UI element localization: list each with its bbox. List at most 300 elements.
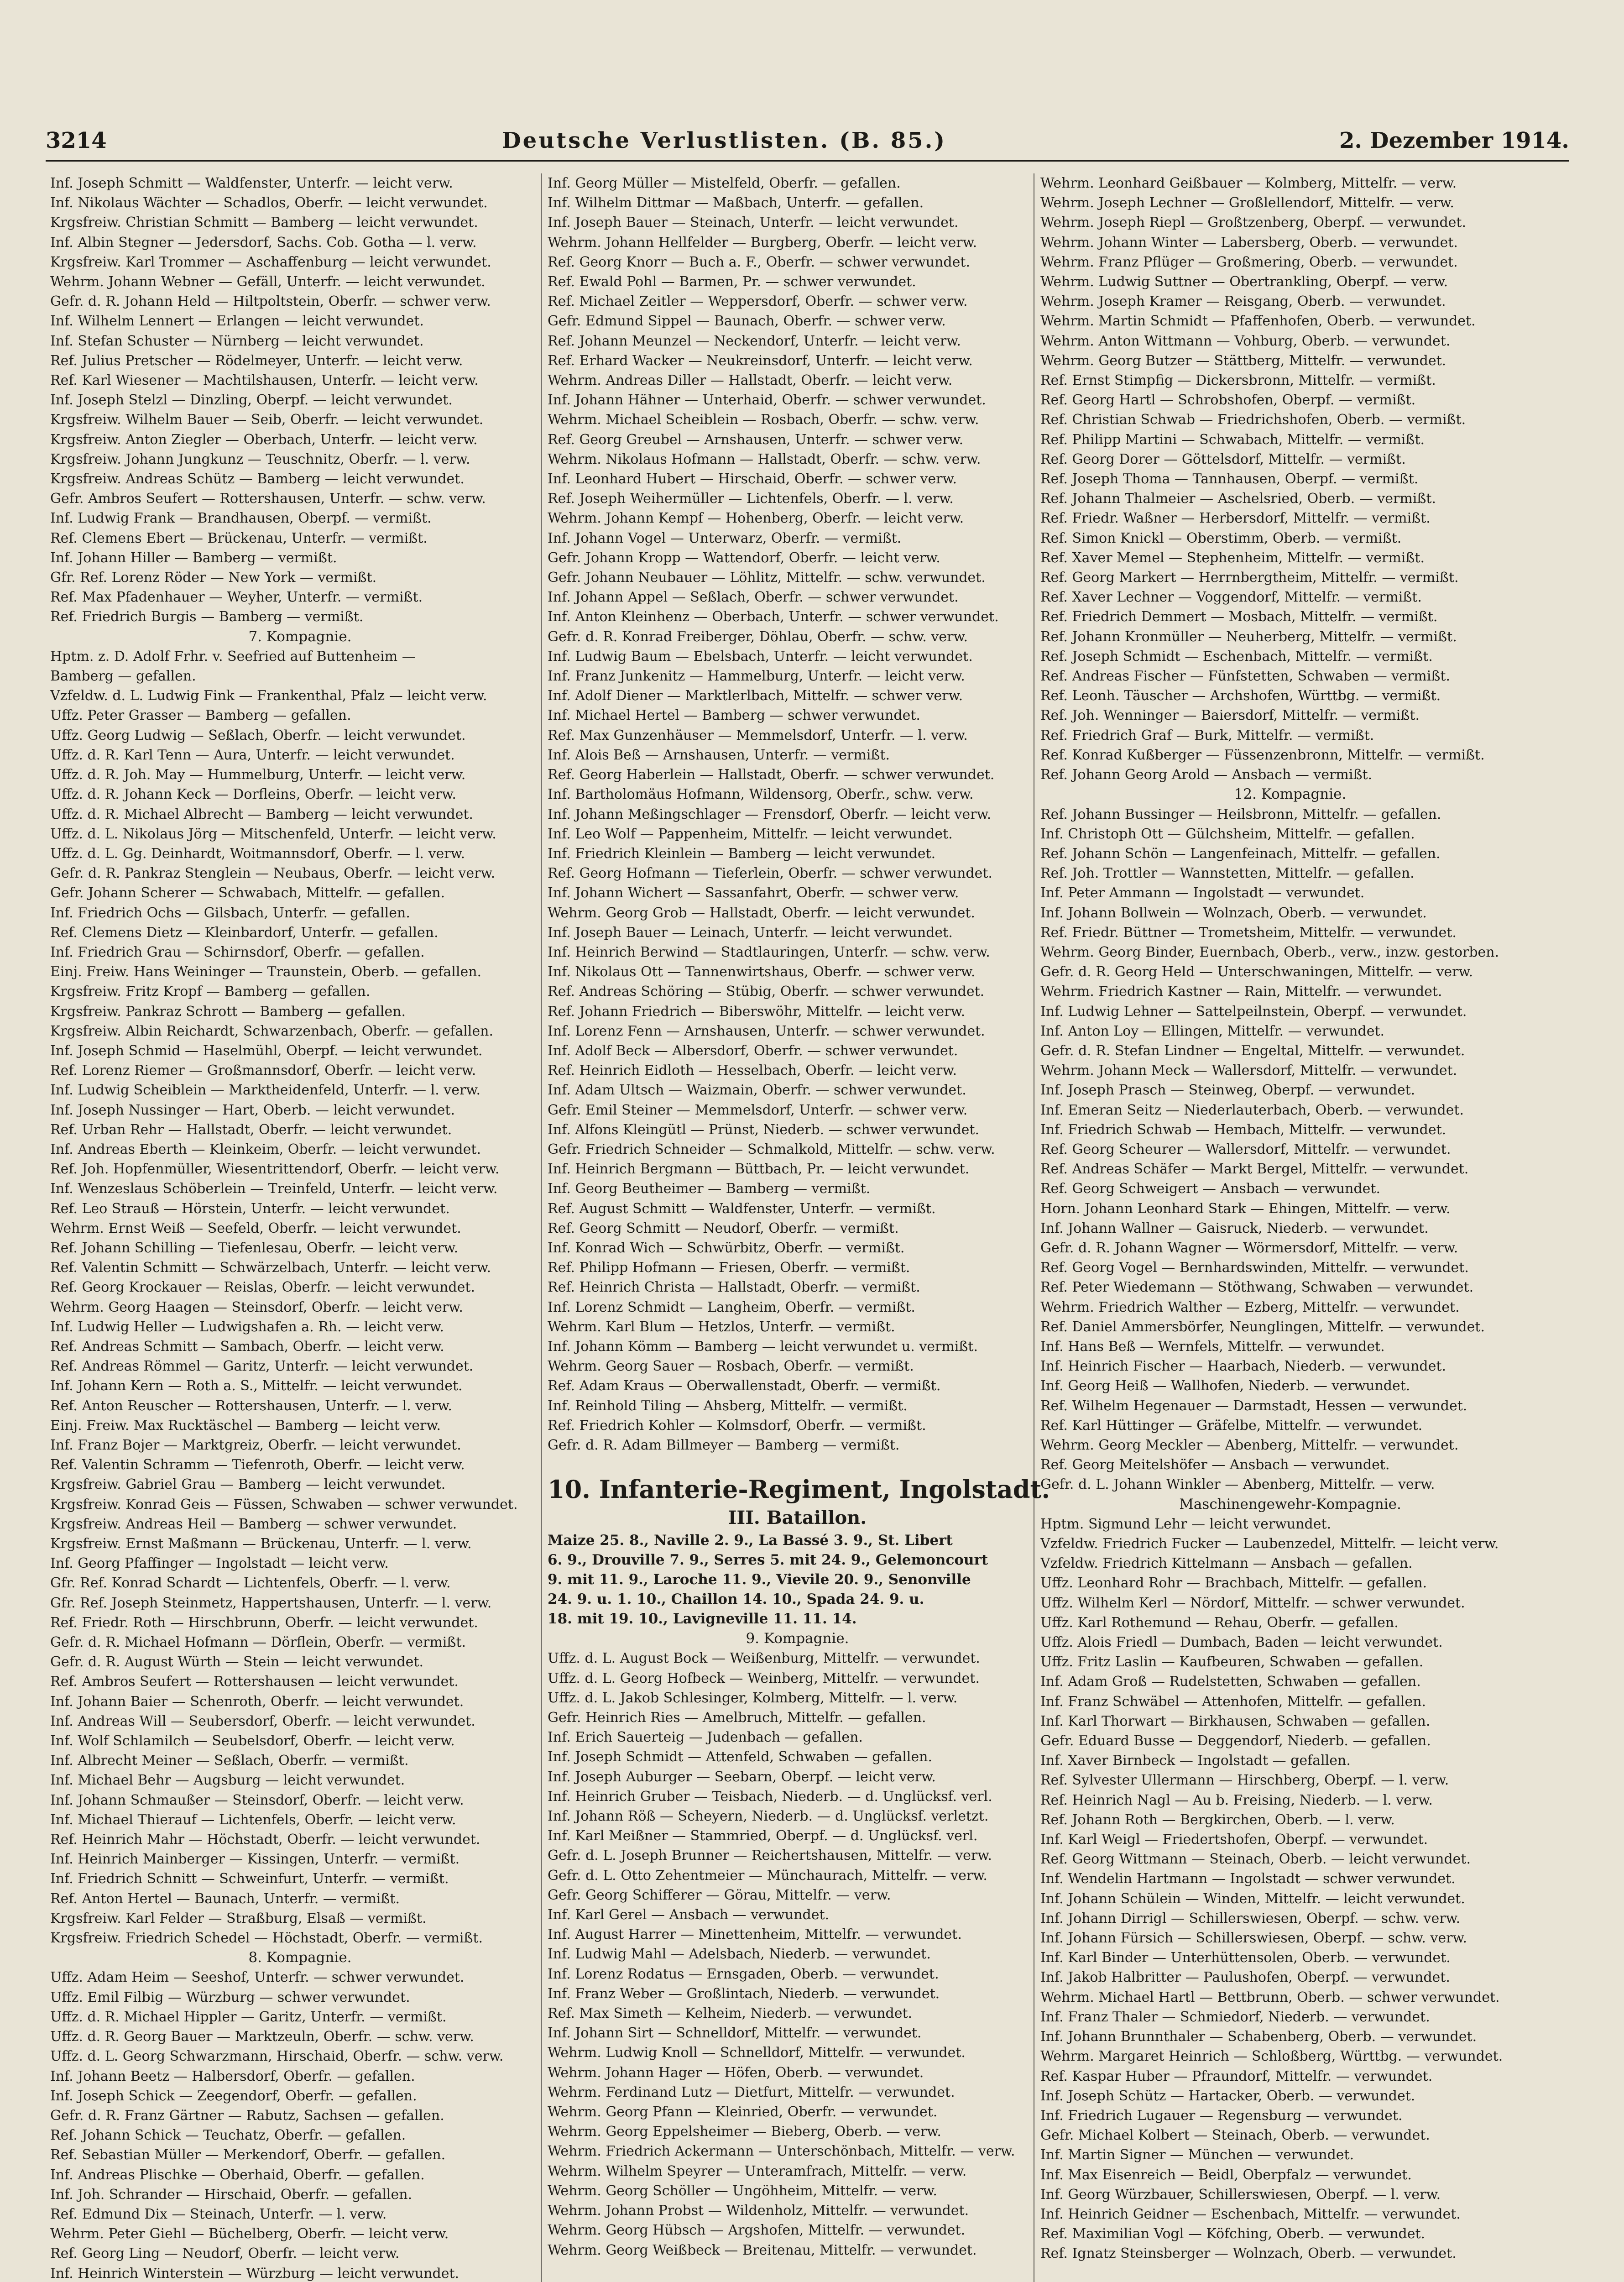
casualty-entry: Uffz. d. R. Michael Albrecht — Bamberg — leicht verwundet.: [50, 806, 473, 822]
places-line: Maize 25. 8., Naville 2. 9., La Bassé 3. 9., St. Libert: [548, 1532, 953, 1549]
casualty-entry: Wehrm. Michael Hartl — Bettbrunn, Oberb. — schwer verwundet.: [1040, 1989, 1500, 2005]
casualty-entry: Inf. Leo Wolf — Pappenheim, Mittelfr. — leicht verwundet.: [548, 826, 953, 842]
company-heading: 8. Kompagnie.: [248, 1949, 352, 1966]
places-line: 9. mit 11. 9., Laroche 11. 9., Vievile 20. 9., Senonville: [548, 1571, 971, 1588]
casualty-entry: Gefr. Ambros Seufert — Rottershausen, Unterfr. — schw. verw.: [50, 491, 486, 507]
casualty-entry: Ref. Sebastian Müller — Merkendorf, Oberfr. — gefallen.: [50, 2147, 446, 2163]
casualty-entry: Ref. Max Gunzenhäuser — Memmelsdorf, Unterfr. — l. verw.: [548, 727, 968, 743]
casualty-entry: Inf. Michael Hertel — Bamberg — schwer verwundet.: [548, 707, 920, 724]
casualty-entry: Ref. Friedrich Burgis — Bamberg — vermißt.: [50, 609, 364, 625]
casualty-entry: Ref. August Schmitt — Waldfenster, Unterfr. — vermißt.: [548, 1200, 936, 1217]
casualty-entry: Wehrm. Karl Blum — Hetzlos, Unterfr. — vermißt.: [548, 1319, 895, 1335]
casualty-entry: Inf. Lorenz Rodatus — Ernsgaden, Oberb. — verwundet.: [548, 1966, 939, 1982]
casualty-entry: Uffz. Georg Ludwig — Seßlach, Oberfr. — leicht verwundet.: [50, 727, 466, 743]
casualty-entry: Inf. Wilhelm Lennert — Erlangen — leicht verwundet.: [50, 313, 424, 330]
casualty-entry: Bamberg — gefallen.: [50, 668, 196, 685]
casualty-entry: Inf. Ludwig Baum — Ebelsbach, Unterfr. — leicht verwundet.: [548, 648, 973, 665]
casualty-entry: Ref. Georg Knorr — Buch a. F., Oberfr. — schwer verwundet.: [548, 254, 970, 270]
casualty-entry: Gefr. d. R. Johann Held — Hiltpoltstein, Oberfr. — schwer verw.: [50, 293, 491, 310]
casualty-entry: Inf. Wilhelm Dittmar — Maßbach, Unterfr. — gefallen.: [548, 195, 924, 211]
casualty-entry: Inf. Martin Signer — München — verwundet.: [1040, 2147, 1354, 2163]
casualty-entry: Vzfeldw. d. L. Ludwig Fink — Frankenthal, Pfalz — leicht verw.: [50, 688, 487, 704]
casualty-entry: Inf. Joseph Auburger — Seebarn, Oberpf. — leicht verw.: [548, 1769, 936, 1785]
casualty-entry: Ref. Georg Dorer — Göttelsdorf, Mittelfr. — vermißt.: [1040, 451, 1406, 467]
casualty-entry: Wehrm. Georg Binder, Euernbach, Oberb., verw., inzw. gestorben.: [1040, 944, 1499, 960]
company-heading: 12. Kompagnie.: [1234, 786, 1347, 803]
casualty-entry: Inf. Andreas Plischke — Oberhaid, Oberfr. — gefallen.: [50, 2167, 425, 2183]
casualty-entry: Gefr. Emil Steiner — Memmelsdorf, Unterfr. — schwer verw.: [548, 1102, 968, 1118]
casualty-entry: Uffz. d. L. Jakob Schlesinger, Kolmberg, Mittelfr. — l. verw.: [548, 1690, 958, 1706]
casualty-entry: Krgsfreiw. Fritz Kropf — Bamberg — gefallen.: [50, 984, 371, 1000]
casualty-entry: Inf. Friedrich Schnitt — Schweinfurt, Unterfr. — vermißt.: [50, 1871, 449, 1887]
battle-places: [548, 1531, 1047, 1629]
casualty-entry: Ref. Karl Wiesener — Machtilshausen, Unterfr. — leicht verw.: [50, 372, 479, 389]
casualty-entry: Inf. Friedrich Schwab — Hembach, Mittelfr. — verwundet.: [1040, 1121, 1446, 1138]
casualty-entry: Inf. Johann Kern — Roth a. S., Mittelfr. — leicht verwundet.: [50, 1378, 463, 1394]
casualty-entry: Ref. Georg Krockauer — Reislas, Oberfr. — leicht verwundet.: [50, 1279, 475, 1296]
casualty-entry: Inf. Hans Beß — Wernfels, Mittelfr. — verwundet.: [1040, 1338, 1385, 1355]
casualty-entry: Gefr. Johann Kropp — Wattendorf, Oberfr. — leicht verw.: [548, 550, 940, 566]
casualty-entry: Ref. Konrad Kußberger — Füssenzenbronn, Mittelfr. — vermißt.: [1040, 747, 1485, 763]
casualty-entry: Ref. Adam Kraus — Oberwallenstadt, Oberfr. — vermißt.: [548, 1378, 941, 1394]
casualty-entry: Inf. Albin Stegner — Jedersdorf, Sachs. Cob. Gotha — l. verw.: [50, 234, 477, 251]
casualty-entry: Wehrm. Nikolaus Hofmann — Hallstadt, Oberfr. — schw. verw.: [548, 451, 981, 467]
regiment-heading: 10. Infanterie-Regiment, Ingolstadt.: [548, 1475, 1050, 1504]
casualty-entry: Krgsfreiw. Anton Ziegler — Oberbach, Unterfr. — leicht verw.: [50, 431, 478, 448]
casualty-entry: Inf. Ludwig Heller — Ludwigshafen a. Rh. — leicht verw.: [50, 1319, 444, 1335]
column-2-list-b: [548, 1649, 1047, 2260]
casualty-entry: Uffz. d. L. Georg Schwarzmann, Hirschaid, Oberfr. — schw. verw.: [50, 2048, 504, 2065]
casualty-entry: Wehrm. Georg Butzer — Stättberg, Mittelfr. — verwundet.: [1040, 352, 1446, 369]
casualty-entry: Krgsfreiw. Ernst Maßmann — Brückenau, Unterfr. — l. verw.: [50, 1536, 472, 1552]
casualty-entry: Inf. Adam Ultsch — Waizmain, Oberfr. — schwer verwundet.: [548, 1082, 966, 1099]
casualty-entry: Ref. Daniel Ammersbörfer, Neunglingen, Mittelfr. — verwundet.: [1040, 1319, 1485, 1335]
casualty-entry: Gefr. d. R. Stefan Lindner — Engeltal, Mittelfr. — verwundet.: [1040, 1042, 1465, 1059]
casualty-entry: Krgsfreiw. Karl Felder — Straßburg, Elsaß — vermißt.: [50, 1910, 427, 1926]
casualty-entry: Ref. Sylvester Ullermann — Hirschberg, Oberpf. — l. verw.: [1040, 1772, 1449, 1789]
casualty-entry: Ref. Michael Zeitler — Weppersdorf, Oberfr. — schwer verw.: [548, 293, 968, 310]
casualty-entry: Wehrm. Johann Webner — Gefäll, Unterfr. — leicht verwundet.: [50, 274, 486, 290]
casualty-entry: Inf. Christoph Ott — Gülchsheim, Mittelfr. — gefallen.: [1040, 826, 1415, 842]
casualty-entry: Ref. Heinrich Mahr — Höchstadt, Oberfr. — leicht verwundet.: [50, 1832, 480, 1848]
casualty-entry: Inf. Johann Dirrigl — Schillerswiesen, Oberpf. — schw. verw.: [1040, 1910, 1461, 1926]
casualty-entry: Inf. Wendelin Hartmann — Ingolstadt — schwer verwundet.: [1040, 1871, 1456, 1887]
casualty-entry: Gfr. Ref. Lorenz Röder — New York — vermißt.: [50, 570, 377, 586]
casualty-entry: Inf. Peter Ammann — Ingolstadt — verwundet.: [1040, 885, 1365, 901]
casualty-entry: Inf. Wolf Schlamilch — Seubelsdorf, Oberfr. — leicht verw.: [50, 1733, 455, 1749]
casualty-entry: Ref. Ernst Stimpfig — Dickersbronn, Mittelfr. — vermißt.: [1040, 372, 1436, 389]
casualty-entry: Ref. Max Simeth — Kelheim, Niederb. — verwundet.: [548, 2005, 913, 2022]
casualty-entry: Vzfeldw. Friedrich Fucker — Laubenzedel, Mittelfr. — leicht verw.: [1040, 1536, 1499, 1552]
casualty-entry: Ref. Georg Hofmann — Tieferlein, Oberfr. — schwer verwundet.: [548, 865, 992, 882]
casualty-entry: Inf. Heinrich Winterstein — Würzburg — leicht verwundet.: [50, 2265, 460, 2282]
company-heading: 7. Kompagnie.: [248, 628, 352, 645]
casualty-entry: Hptm. Sigmund Lehr — leicht verwundet.: [1040, 1516, 1332, 1532]
casualty-entry: Wehrm. Ludwig Suttner — Obertrankling, Oberpf. — verw.: [1040, 274, 1448, 290]
casualty-entry: Ref. Simon Knickl — Oberstimm, Oberb. — vermißt.: [1040, 530, 1402, 546]
casualty-entry: Ref. Johann Friedrich — Biberswöhr, Mittelfr. — leicht verw.: [548, 1003, 966, 1020]
casualty-entry: Ref. Andreas Schöring — Stübig, Oberfr. — schwer verwundet.: [548, 984, 985, 1000]
casualty-entry: Inf. Joseph Stelzl — Dinzling, Oberpf. — leicht verwundet.: [50, 392, 453, 408]
company-heading-9: 9. Kompagnie.: [746, 1630, 849, 1647]
casualty-entry: Ref. Friedrich Graf — Burk, Mittelfr. — vermißt.: [1040, 727, 1374, 743]
casualty-entry: Ref. Andreas Fischer — Fünfstetten, Schwaben — vermißt.: [1040, 668, 1450, 685]
casualty-entry: Inf. Joseph Prasch — Steinweg, Oberpf. — verwundet.: [1040, 1082, 1415, 1099]
casualty-entry: Inf. Joseph Schütz — Hartacker, Oberb. — verwundet.: [1040, 2088, 1415, 2104]
casualty-entry: Horn. Johann Leonhard Stark — Ehingen, Mittelfr. — verw.: [1040, 1200, 1451, 1217]
casualty-entry: Inf. Ludwig Scheiblein — Marktheidenfeld, Unterfr. — l. verw.: [50, 1082, 481, 1099]
casualty-entry: Gefr. Michael Kolbert — Steinach, Oberb. — verwundet.: [1040, 2127, 1430, 2144]
casualty-entry: Ref. Valentin Schmitt — Schwärzelbach, Unterfr. — leicht verw.: [50, 1260, 491, 1276]
casualty-entry: Ref. Heinrich Christa — Hallstadt, Oberfr. — vermißt.: [548, 1279, 920, 1296]
casualty-entry: Inf. Johann Wichert — Sassanfahrt, Oberfr. — schwer verw.: [548, 885, 959, 901]
casualty-entry: Inf. Lorenz Fenn — Arnshausen, Unterfr. — schwer verwundet.: [548, 1023, 985, 1039]
casualty-entry: Inf. Adam Groß — Rudelstetten, Schwaben — gefallen.: [1040, 1674, 1421, 1690]
casualty-entry: Krgsfreiw. Johann Jungkunz — Teuschnitz, Oberfr. — l. verw.: [50, 451, 470, 467]
casualty-entry: Krgsfreiw. Andreas Schütz — Bamberg — leicht verwundet.: [50, 471, 465, 487]
casualty-entry: Inf. Joseph Bauer — Leinach, Unterfr. — leicht verwundet.: [548, 924, 953, 941]
casualty-entry: Inf. August Harrer — Minettenheim, Mittelfr. — verwundet.: [548, 1926, 962, 1943]
casualty-entry: Inf. Georg Beutheimer — Bamberg — vermißt.: [548, 1181, 871, 1197]
casualty-entry: Inf. Wenzeslaus Schöberlein — Treinfeld, Unterfr. — leicht verw.: [50, 1181, 498, 1197]
casualty-entry: Wehrm. Johann Meck — Wallersdorf, Mittelfr. — verwundet.: [1040, 1062, 1457, 1079]
casualty-entry: Ref. Anton Hertel — Baunach, Unterfr. — vermißt.: [50, 1890, 400, 1907]
casualty-entry: Ref. Georg Hartl — Schrobshofen, Oberpf. — vermißt.: [1040, 392, 1416, 408]
casualty-entry: Inf. Ludwig Frank — Brandhausen, Oberpf. — vermißt.: [50, 510, 432, 527]
casualty-entry: Wehrm. Johann Probst — Wildenholz, Mittelfr. — verwundet.: [548, 2203, 969, 2219]
casualty-entry: Ref. Georg Haberlein — Hallstadt, Oberfr. — schwer verwundet.: [548, 767, 995, 783]
casualty-entry: Gefr. Georg Schifferer — Görau, Mittelfr. — verw.: [548, 1887, 891, 1903]
casualty-entry: Ref. Johann Bussinger — Heilsbronn, Mittelfr. — gefallen.: [1040, 806, 1441, 822]
casualty-entry: Gefr. Johann Neubauer — Löhlitz, Mittelfr. — schw. verwundet.: [548, 570, 986, 586]
casualty-entry: Gefr. Friedrich Schneider — Schmalkold, Mittelfr. — schw. verw.: [548, 1141, 995, 1157]
casualty-entry: Inf. Karl Thorwart — Birkhausen, Schwaben — gefallen.: [1040, 1713, 1431, 1729]
casualty-entry: Ref. Christian Schwab — Friedrichshofen, Oberb. — vermißt.: [1040, 412, 1466, 428]
casualty-entry: Wehrm. Georg Schöller — Ungöhheim, Mittelfr. — verw.: [548, 2183, 937, 2199]
casualty-entry: Uffz. Adam Heim — Seeshof, Unterfr. — schwer verwundet.: [50, 1969, 465, 1986]
casualty-entry: Inf. Friedrich Ochs — Gilsbach, Unterfr. — gefallen.: [50, 905, 410, 921]
casualty-entry: Ref. Max Pfadenhauer — Weyher, Unterfr. — vermißt.: [50, 589, 423, 606]
casualty-entry: Wehrm. Friedrich Kastner — Rain, Mittelfr. — verwundet.: [1040, 984, 1442, 1000]
casualty-entry: Inf. Erich Sauerteig — Judenbach — gefallen.: [548, 1729, 863, 1746]
casualty-entry: Inf. Georg Müller — Mistelfeld, Oberfr. — gefallen.: [548, 175, 901, 191]
header-rule: [46, 160, 1569, 162]
casualty-entry: Ref. Johann Georg Arold — Ansbach — vermißt.: [1040, 767, 1373, 783]
casualty-entry: Ref. Julius Pretscher — Rödelmeyer, Unterfr. — leicht verw.: [50, 352, 463, 369]
casualty-entry: Uffz. Wilhelm Kerl — Nördorf, Mittelfr. — schwer verwundet.: [1040, 1595, 1465, 1611]
casualty-entry: Gefr. Edmund Sippel — Baunach, Oberfr. — schwer verw.: [548, 313, 946, 330]
casualty-entry: Inf. Nikolaus Ott — Tannenwirtshaus, Oberfr. — schwer verw.: [548, 964, 976, 980]
casualty-entry: Wehrm. Franz Pflüger — Großmering, Oberb. — verwundet.: [1040, 254, 1458, 270]
casualty-entry: Wehrm. Georg Eppelsheimer — Bieberg, Oberb. — verw.: [548, 2124, 941, 2140]
casualty-entry: Inf. Ludwig Lehner — Sattelpeilnstein, Oberpf. — verwundet.: [1040, 1003, 1467, 1020]
page-header: [46, 128, 1569, 155]
casualty-entry: Wehrm. Peter Giehl — Büchelberg, Oberfr. — leicht verw.: [50, 2226, 449, 2242]
casualty-entry: Inf. Michael Behr — Augsburg — leicht verwundet.: [50, 1772, 405, 1789]
casualty-entry: Inf. Adolf Diener — Marktlerlbach, Mittelfr. — schwer verw.: [548, 688, 963, 704]
casualty-entry: Ref. Johann Schick — Teuchatz, Oberfr. — gefallen.: [50, 2127, 406, 2144]
casualty-entry: Ref. Philipp Hofmann — Friesen, Oberfr. — vermißt.: [548, 1260, 910, 1276]
casualty-entry: Inf. Heinrich Mainberger — Kissingen, Unterfr. — vermißt.: [50, 1851, 460, 1868]
casualty-entry: Inf. Konrad Wich — Schwürbitz, Oberfr. — vermißt.: [548, 1240, 905, 1256]
casualty-entry: Inf. Jakob Halbritter — Paulushofen, Oberpf. — verwundet.: [1040, 1969, 1450, 1986]
casualty-entry: Inf. Joseph Schmidt — Attenfeld, Schwaben — gefallen.: [548, 1749, 933, 1765]
casualty-entry: Ref. Andreas Schmitt — Sambach, Oberfr. — leicht verw.: [50, 1338, 444, 1355]
casualty-entry: Ref. Ignatz Steinsberger — Wolnzach, Oberb. — verwundet.: [1040, 2245, 1457, 2262]
casualty-entry: Ref. Heinrich Nagl — Au b. Freising, Niederb. — l. verw.: [1040, 1792, 1433, 1808]
casualty-entry: Gefr. Eduard Busse — Deggendorf, Niederb. — gefallen.: [1040, 1733, 1431, 1749]
casualty-entry: Inf. Joseph Schmitt — Waldfenster, Unterfr. — leicht verw.: [50, 175, 453, 191]
casualty-entry: Ref. Georg Ling — Neudorf, Oberfr. — leicht verw.: [50, 2245, 400, 2262]
places-line: 24. 9. u. 1. 10., Chaillon 14. 10., Spada 24. 9. u.: [548, 1591, 924, 1608]
casualty-entry: Wehrm. Georg Meckler — Abenberg, Mittelfr. — verwundet.: [1040, 1437, 1459, 1453]
casualty-entry: Gefr. Johann Scherer — Schwabach, Mittelfr. — gefallen.: [50, 885, 445, 901]
casualty-entry: Wehrm. Georg Sauer — Rosbach, Oberfr. — vermißt.: [548, 1358, 914, 1375]
casualty-entry: Wehrm. Ernst Weiß — Seefeld, Oberfr. — leicht verwundet.: [50, 1220, 461, 1236]
casualty-entry: Inf. Karl Weigl — Friedertshofen, Oberpf. — verwundet.: [1040, 1832, 1428, 1848]
casualty-entry: Wehrm. Johann Winter — Labersberg, Oberb. — verwundet.: [1040, 234, 1458, 251]
casualty-entry: Ref. Edmund Dix — Steinach, Unterfr. — l. verw.: [50, 2206, 387, 2222]
casualty-entry: Wehrm. Michael Scheiblein — Rosbach, Oberfr. — schw. verw.: [548, 412, 979, 428]
casualty-entry: Inf. Georg Heiß — Wallhofen, Niederb. — verwundet.: [1040, 1378, 1410, 1394]
casualty-entry: Uffz. d. L. Gg. Deinhardt, Woitmannsdorf, Oberfr. — l. verw.: [50, 845, 465, 862]
casualty-entry: Wehrm. Georg Hübsch — Argshofen, Mittelfr. — verwundet.: [548, 2222, 966, 2239]
casualty-entry: Ref. Georg Markert — Herrnbergtheim, Mittelfr. — vermißt.: [1040, 570, 1459, 586]
casualty-entry: Einj. Freiw. Hans Weininger — Traunstein, Oberb. — gefallen.: [50, 964, 482, 980]
casualty-entry: Ref. Friedrich Kohler — Kolmsdorf, Oberfr. — vermißt.: [548, 1417, 926, 1434]
casualty-entry: Inf. Joseph Nussinger — Hart, Oberb. — leicht verwundet.: [50, 1102, 455, 1118]
casualty-entry: Ref. Karl Hüttinger — Gräfelbe, Mittelfr. — verwundet.: [1040, 1417, 1423, 1434]
casualty-entry: Inf. Johann Bollwein — Wolnzach, Oberb. — verwundet.: [1040, 905, 1427, 921]
casualty-entry: Uffz. Karl Rothemund — Rehau, Oberfr. — gefallen.: [1040, 1614, 1399, 1631]
casualty-entry: Ref. Erhard Wacker — Neukreinsdorf, Unterfr. — leicht verw.: [548, 352, 973, 369]
casualty-entry: Wehrm. Margaret Heinrich — Schloßberg, Württbg. — verwundet.: [1040, 2048, 1503, 2065]
casualty-entry: Wehrm. Georg Weißbeck — Breitenau, Mittelfr. — verwundet.: [548, 2242, 977, 2258]
casualty-entry: Inf. Heinrich Geidner — Eschenbach, Mittelfr. — verwundet.: [1040, 2206, 1461, 2222]
casualty-entry: Wehrm. Ferdinand Lutz — Dietfurt, Mittelfr. — verwundet.: [548, 2084, 955, 2100]
casualty-entry: Ref. Valentin Schramm — Tiefenroth, Oberfr. — leicht verw.: [50, 1457, 465, 1473]
casualty-entry: Inf. Leonhard Hubert — Hirschaid, Oberfr. — schwer verw.: [548, 471, 957, 487]
casualty-entry: Inf. Heinrich Fischer — Haarbach, Niederb. — verwundet.: [1040, 1358, 1446, 1375]
casualty-entry: Gefr. d. R. Franz Gärtner — Rabutz, Sachsen — gefallen.: [50, 2107, 444, 2124]
casualty-entry: Ref. Joseph Thoma — Tannhausen, Oberpf. — vermißt.: [1040, 471, 1419, 487]
places-line: 6. 9., Drouville 7. 9., Serres 5. mit 24. 9., Gelemoncourt: [548, 1552, 988, 1569]
casualty-entry: Krgsfreiw. Karl Trommer — Aschaffenburg — leicht verwundet.: [50, 254, 491, 270]
casualty-entry: Inf. Johann Hiller — Bamberg — vermißt.: [50, 550, 337, 566]
casualty-entry: Ref. Anton Reuscher — Rottershausen, Unterfr. — l. verw.: [50, 1397, 452, 1414]
casualty-entry: Inf. Franz Thaler — Schmiedorf, Niederb. — verwundet.: [1040, 2009, 1430, 2025]
casualty-entry: Ref. Clemens Ebert — Brückenau, Unterfr. — vermißt.: [50, 530, 428, 546]
casualty-entry: Inf. Reinhold Tiling — Ahsberg, Mittelfr. — vermißt.: [548, 1397, 908, 1414]
casualty-entry: Inf. Albrecht Meiner — Seßlach, Oberfr. — vermißt.: [50, 1753, 409, 1769]
casualty-entry: Wehrm. Joseph Lechner — Großlellendorf, Mittelfr. — verw.: [1040, 195, 1454, 211]
casualty-entry: Inf. Johann Brunnthaler — Schabenberg, Oberb. — verwundet.: [1040, 2029, 1477, 2045]
casualty-entry: Inf. Nikolaus Wächter — Schadlos, Oberfr. — leicht verwundet.: [50, 195, 488, 211]
casualty-entry: Ref. Friedr. Waßner — Herbersdorf, Mittelfr. — vermißt.: [1040, 510, 1431, 527]
casualty-entry: Gefr. d. L. Johann Winkler — Abenberg, Mittelfr. — verw.: [1040, 1476, 1435, 1493]
casualty-entry: Inf. Alfons Kleingütl — Prünst, Niederb. — schwer verwundet.: [548, 1121, 980, 1138]
casualty-entry: Ref. Johann Meunzel — Neckendorf, Unterfr. — leicht verw.: [548, 333, 961, 349]
column-2-list: [548, 173, 1047, 1455]
casualty-entry: Uffz. d. R. Joh. May — Hummelburg, Unterfr. — leicht verw.: [50, 767, 466, 783]
casualty-entry: Inf. Friedrich Lugauer — Regensburg — verwundet.: [1040, 2107, 1403, 2124]
casualty-entry: Einj. Freiw. Max Rucktäschel — Bamberg — leicht verw.: [50, 1417, 441, 1434]
casualty-entry: Wehrm. Andreas Diller — Hallstadt, Oberfr. — leicht verw.: [548, 372, 953, 389]
casualty-entry: Ref. Georg Greubel — Arnshausen, Unterfr. — schwer verw.: [548, 431, 964, 448]
casualty-entry: Wehrm. Joseph Kramer — Reisgang, Oberb. — verwundet.: [1040, 293, 1446, 310]
casualty-entry: Uffz. d. L. Nikolaus Jörg — Mitschenfeld, Unterfr. — leicht verw.: [50, 826, 496, 842]
casualty-entry: Gefr. d. R. August Würth — Stein — leicht verwundet.: [50, 1654, 424, 1670]
casualty-entry: Inf. Stefan Schuster — Nürnberg — leicht verwundet.: [50, 333, 424, 349]
casualty-entry: Krgsfreiw. Pankraz Schrott — Bamberg — gefallen.: [50, 1003, 406, 1020]
casualty-entry: Inf. Karl Meißner — Stammried, Oberpf. — d. Unglücksf. verl.: [548, 1828, 978, 1844]
column-3: [1040, 173, 1540, 2264]
casualty-entry: Wehrm. Ludwig Knoll — Schnelldorf, Mittelfr. — verwundet.: [548, 2045, 966, 2061]
casualty-entry: Inf. Bartholomäus Hofmann, Wildensorg, Oberfr., schw. verw.: [548, 786, 974, 803]
casualty-entry: Inf. Johann Schülein — Winden, Mittelfr. — leicht verwundet.: [1040, 1890, 1465, 1907]
publication-title: Deutsche Verlustlisten. (B. 85.): [502, 128, 947, 153]
casualty-entry: Uffz. d. R. Johann Keck — Dorfleins, Oberfr. — leicht verw.: [50, 786, 456, 803]
casualty-entry: Ref. Joh. Hopfenmüller, Wiesentrittendorf, Oberfr. — leicht verw.: [50, 1161, 500, 1178]
casualty-entry: Ref. Xaver Memel — Stephenheim, Mittelfr. — vermißt.: [1040, 550, 1425, 566]
casualty-entry: Inf. Franz Bojer — Marktgreiz, Oberfr. — leicht verwundet.: [50, 1437, 461, 1453]
casualty-entry: Uffz. d. R. Michael Hippler — Garitz, Unterfr. — vermißt.: [50, 2009, 447, 2025]
casualty-entry: Krgsfreiw. Gabriel Grau — Bamberg — leicht verwundet.: [50, 1476, 446, 1493]
casualty-entry: Gefr. d. R. Konrad Freiberger, Döhlau, Oberfr. — schw. verw.: [548, 628, 968, 645]
casualty-entry: Gefr. d. R. Georg Held — Unterschwaningen, Mittelfr. — verw.: [1040, 964, 1473, 980]
casualty-entry: Uffz. d. L. Georg Hofbeck — Weinberg, Mittelfr. — verwundet.: [548, 1670, 980, 1686]
casualty-entry: Hptm. z. D. Adolf Frhr. v. Seefried auf Buttenheim —: [50, 648, 416, 665]
casualty-entry: Inf. Johann Meßingschlager — Frensdorf, Oberfr. — leicht verw.: [548, 806, 992, 822]
casualty-entry: Ref. Peter Wiedemann — Stöthwang, Schwaben — verwundet.: [1040, 1279, 1474, 1296]
casualty-entry: Inf. Franz Schwäbel — Attenhofen, Mittelfr. — gefallen.: [1040, 1693, 1426, 1710]
casualty-entry: Ref. Friedrich Demmert — Mosbach, Mittelfr. — vermißt.: [1040, 609, 1438, 625]
casualty-entry: Uffz. Fritz Laslin — Kaufbeuren, Schwaben — gefallen.: [1040, 1654, 1424, 1670]
casualty-entry: Ref. Johann Roth — Bergkirchen, Oberb. — l. verw.: [1040, 1811, 1395, 1828]
casualty-entry: Gfr. Ref. Konrad Schardt — Lichtenfels, Oberfr. — l. verw.: [50, 1575, 451, 1591]
casualty-entry: Inf. Heinrich Gruber — Teisbach, Niederb. — d. Unglücksf. verl.: [548, 1788, 992, 1805]
casualty-entry: Ref. Georg Scheurer — Wallersdorf, Mittelfr. — verwundet.: [1040, 1141, 1451, 1157]
casualty-entry: Ref. Philipp Martini — Schwabach, Mittelfr. — vermißt.: [1040, 431, 1425, 448]
casualty-entry: Inf. Johann Appel — Seßlach, Oberfr. — schwer verwundet.: [548, 589, 959, 606]
casualty-entry: Ref. Friedr. Roth — Hirschbrunn, Oberfr. — leicht verwundet.: [50, 1614, 478, 1631]
casualty-entry: Wehrm. Georg Pfann — Kleinried, Oberfr. — verwundet.: [548, 2104, 938, 2120]
casualty-entry: Inf. Anton Loy — Ellingen, Mittelfr. — verwundet.: [1040, 1023, 1385, 1039]
casualty-entry: Ref. Georg Wittmann — Steinach, Oberb. — leicht verwundet.: [1040, 1851, 1471, 1868]
casualty-entry: Ref. Leo Strauß — Hörstein, Unterfr. — leicht verwundet.: [50, 1200, 450, 1217]
casualty-entry: Inf. Adolf Beck — Albersdorf, Oberfr. — schwer verwundet.: [548, 1042, 958, 1059]
casualty-entry: Ref. Urban Rehr — Hallstadt, Oberfr. — leicht verwundet.: [50, 1121, 452, 1138]
casualty-entry: Inf. Franz Weber — Großlintach, Niederb. — verwundet.: [548, 1985, 940, 2002]
casualty-entry: Wehrm. Georg Grob — Hallstadt, Oberfr. — leicht verwundet.: [548, 905, 975, 921]
casualty-entry: Krgsfreiw. Wilhelm Bauer — Seib, Oberfr. — leicht verwundet.: [50, 412, 484, 428]
casualty-entry: Inf. Franz Junkenitz — Hammelburg, Unterfr. — leicht verw.: [548, 668, 965, 685]
casualty-entry: Uffz. d. R. Karl Tenn — Aura, Unterfr. — leicht verwundet.: [50, 747, 455, 763]
casualty-entry: Inf. Karl Binder — Unterhüttensolen, Oberb. — verwundet.: [1040, 1950, 1451, 1966]
casualty-entry: Ref. Ewald Pohl — Barmen, Pr. — schwer verwundet.: [548, 274, 916, 290]
casualty-entry: Wehrm. Johann Hellfelder — Burgberg, Oberfr. — leicht verw.: [548, 234, 977, 251]
casualty-entry: Inf. Johann Röß — Scheyern, Niederb. — d. Unglücksf. verletzt.: [548, 1808, 989, 1825]
casualty-entry: Ref. Andreas Schäfer — Markt Bergel, Mittelfr. — verwundet.: [1040, 1161, 1469, 1178]
casualty-entry: Inf. Joh. Schrander — Hirschaid, Oberfr. — gefallen.: [50, 2186, 413, 2203]
casualty-entry: Inf. Heinrich Berwind — Stadtlauringen, Unterfr. — schw. verw.: [548, 944, 990, 960]
casualty-entry: Inf. Heinrich Bergmann — Büttbach, Pr. — leicht verwundet.: [548, 1161, 970, 1178]
casualty-entry: Krgsfreiw. Konrad Geis — Füssen, Schwaben — schwer verwundet.: [50, 1496, 518, 1513]
casualty-entry: Ref. Wilhelm Hegenauer — Darmstadt, Hessen — verwundet.: [1040, 1397, 1467, 1414]
casualty-entry: Wehrm. Johann Hager — Höfen, Oberb. — verwundet.: [548, 2064, 924, 2081]
casualty-entry: Ref. Maximilian Vogl — Köfching, Oberb. — verwundet.: [1040, 2226, 1426, 2242]
casualty-entry: Inf. Anton Kleinhenz — Oberbach, Unterfr. — schwer verwundet.: [548, 609, 999, 625]
casualty-entry: Inf. Andreas Will — Seubersdorf, Oberfr. — leicht verwundet.: [50, 1713, 475, 1729]
casualty-entry: Inf. Johann Wallner — Gaisruck, Niederb. — verwundet.: [1040, 1220, 1429, 1236]
casualty-entry: Ref. Georg Meitelshöfer — Ansbach — verwundet.: [1040, 1457, 1390, 1473]
casualty-entry: Wehrm. Wilhelm Speyrer — Unteramfrach, Mittelfr. — verw.: [548, 2163, 967, 2179]
casualty-entry: Ref. Lorenz Riemer — Großmannsdorf, Oberfr. — leicht verw.: [50, 1062, 476, 1079]
casualty-entry: Gefr. d. R. Adam Billmeyer — Bamberg — vermißt.: [548, 1437, 900, 1453]
casualty-entry: Gefr. Heinrich Ries — Amelbruch, Mittelfr. — gefallen.: [548, 1710, 926, 1726]
casualty-entry: Krgsfreiw. Friedrich Schedel — Höchstadt, Oberfr. — vermißt.: [50, 1930, 483, 1947]
casualty-entry: Inf. Ludwig Mahl — Adelsbach, Niederb. — verwundet.: [548, 1946, 931, 1963]
column-1: [50, 173, 550, 2282]
casualty-entry: Uffz. d. L. August Bock — Weißenburg, Mittelfr. — verwundet.: [548, 1650, 980, 1667]
casualty-entry: Uffz. d. R. Georg Bauer — Marktzeuln, Oberfr. — schw. verw.: [50, 2029, 474, 2045]
casualty-entry: Ref. Johann Kronmüller — Neuherberg, Mittelfr. — vermißt.: [1040, 628, 1457, 645]
company-heading: Maschinengewehr-Kompagnie.: [1179, 1496, 1401, 1513]
casualty-entry: Wehrm. Anton Wittmann — Vohburg, Oberb. — verwundet.: [1040, 333, 1451, 349]
casualty-entry: Inf. Friedrich Kleinlein — Bamberg — leicht verwundet.: [548, 845, 936, 862]
casualty-entry: Inf. Lorenz Schmidt — Langheim, Oberfr. — vermißt.: [548, 1299, 915, 1315]
casualty-entry: Ref. Joh. Trottler — Wannstetten, Mittelfr. — gefallen.: [1040, 865, 1415, 882]
casualty-entry: Ref. Georg Schweigert — Ansbach — verwundet.: [1040, 1181, 1381, 1197]
casualty-entry: Ref. Heinrich Eidloth — Hesselbach, Oberfr. — leicht verw.: [548, 1062, 957, 1079]
casualty-entry: Uffz. Alois Friedl — Dumbach, Baden — leicht verwundet.: [1040, 1634, 1443, 1651]
casualty-entry: Inf. Johann Kömm — Bamberg — leicht verwundet u. vermißt.: [548, 1338, 978, 1355]
casualty-entry: Uffz. Peter Grasser — Bamberg — gefallen.: [50, 707, 351, 724]
casualty-entry: Gfr. Ref. Joseph Steinmetz, Happertshausen, Unterfr. — l. verw.: [50, 1595, 492, 1611]
casualty-entry: Wehrm. Joseph Riepl — Großtzenberg, Oberpf. — verwundet.: [1040, 215, 1467, 231]
column-2: [548, 173, 1050, 2260]
casualty-entry: Inf. Max Eisenreich — Beidl, Oberpfalz — verwundet.: [1040, 2167, 1412, 2183]
casualty-entry: Ref. Joh. Wenninger — Baiersdorf, Mittelfr. — vermißt.: [1040, 707, 1420, 724]
casualty-entry: Gefr. d. L. Otto Zehentmeier — Münchaurach, Mittelfr. — verw.: [548, 1867, 987, 1884]
casualty-entry: Ref. Ambros Seufert — Rottershausen — leicht verwundet.: [50, 1674, 459, 1690]
casualty-entry: Gefr. d. R. Pankraz Stenglein — Neubaus, Oberfr. — leicht verw.: [50, 865, 496, 882]
casualty-entry: Ref. Leonh. Täuscher — Archshofen, Württbg. — vermißt.: [1040, 688, 1441, 704]
casualty-entry: Ref. Johann Thalmeier — Aschelsried, Oberb. — vermißt.: [1040, 491, 1436, 507]
casualty-entry: Ref. Friedr. Büttner — Trometsheim, Mittelfr. — verwundet.: [1040, 924, 1457, 941]
casualty-entry: Ref. Johann Schilling — Tiefenlesau, Oberfr. — leicht verw.: [50, 1240, 459, 1256]
casualty-entry: Krgsfreiw. Andreas Heil — Bamberg — schwer verwundet.: [50, 1516, 457, 1532]
casualty-entry: Inf. Johann Hähner — Unterhaid, Oberfr. — schwer verwundet.: [548, 392, 986, 408]
casualty-entry: Inf. Karl Gerel — Ansbach — verwundet.: [548, 1907, 830, 1923]
casualty-entry: Inf. Johann Beetz — Halbersdorf, Oberfr. — gefallen.: [50, 2068, 415, 2084]
casualty-entry: Inf. Alois Beß — Arnshausen, Unterfr. — vermißt.: [548, 747, 890, 763]
battalion-heading: III. Bataillon.: [728, 1507, 867, 1529]
issue-date: 2. Dezember 1914.: [1339, 128, 1569, 153]
page-number: 3214: [46, 128, 107, 153]
casualty-entry: Uffz. Leonhard Rohr — Brachbach, Mittelfr. — gefallen.: [1040, 1575, 1427, 1591]
casualty-entry: Inf. Georg Würzbauer, Schillerswiesen, Oberpf. — l. verw.: [1040, 2186, 1441, 2203]
casualty-entry: Ref. Johann Schön — Langenfeinach, Mittelfr. — gefallen.: [1040, 845, 1441, 862]
casualty-entry: Wehrm. Leonhard Geißbauer — Kolmberg, Mittelfr. — verw.: [1040, 175, 1457, 191]
casualty-entry: Krgsfreiw. Christian Schmitt — Bamberg — leicht verwundet.: [50, 215, 478, 231]
casualty-entry: Wehrm. Friedrich Ackermann — Unterschönbach, Mittelfr. — verw.: [548, 2143, 1015, 2160]
casualty-entry: Inf. Xaver Birnbeck — Ingolstadt — gefallen.: [1040, 1753, 1351, 1769]
casualty-entry: Ref. Joseph Schmidt — Eschenbach, Mittelfr. — vermißt.: [1040, 648, 1433, 665]
casualty-entry: Inf. Johann Schmaußer — Steinsdorf, Oberfr. — leicht verw.: [50, 1792, 464, 1808]
casualty-entry: Ref. Georg Schmitt — Neudorf, Oberfr. — vermißt.: [548, 1220, 899, 1236]
casualty-entry: Gefr. d. L. Joseph Brunner — Reichertshausen, Mittelfr. — verw.: [548, 1848, 992, 1864]
